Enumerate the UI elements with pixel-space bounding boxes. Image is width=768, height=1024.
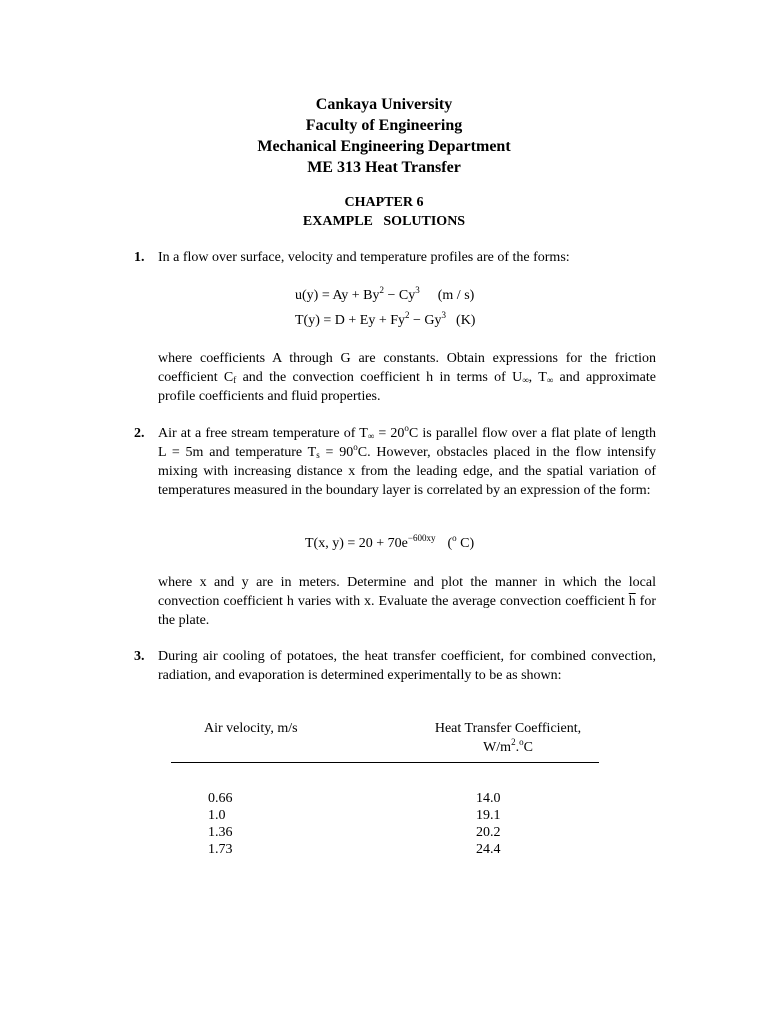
- problem-3: [134, 647, 656, 685]
- problem-2: [134, 424, 656, 500]
- chapter-heading: [0, 193, 768, 231]
- table-cell: 20.2: [476, 825, 501, 840]
- table-cell: 1.36: [208, 825, 233, 840]
- problem-text: where x and y are in meters. Determine and plot the manner in which the local convection coefficient h varies with x. Evaluate the average convection coefficient $\overline{h}$ for the plate.: [158, 575, 656, 628]
- velocity-profile-equation: $u(y) = Ay + By^2 - Cy^3$ (m / s): [295, 285, 475, 303]
- table-rule: [171, 762, 599, 763]
- table-cell: 24.4: [476, 842, 501, 857]
- university-name: Cankaya University: [315, 96, 453, 113]
- problem-text: Air at a free stream temperature of $T_\infty = 20^oC$ is parallel flow over a flat plate of length L = 5m and temperature $T_s = 90^oC$. However, obstacles placed in the flow intensify mixing with increasing distance x from the leading edge, and the spatial variation of temperatures measured in the boundary layer is correlated by an expression of the form:: [158, 423, 657, 498]
- table-cell: 19.1: [476, 808, 501, 823]
- problem-text: where coefficients A through G are constants. Obtain expressions for the friction coefficient $C_f$ and the convection coefficient h in terms of $U_\infty$, $T_\infty$ and approximate profile coefficients and fluid properties.: [158, 351, 656, 404]
- table-header-htc: Heat Transfer Coefficient, $W/m^2.^oC$: [434, 721, 582, 755]
- document-header: [0, 94, 768, 178]
- problem-number: 3.: [134, 649, 145, 664]
- table-cell: 1.73: [208, 842, 233, 857]
- faculty-name: Faculty of Engineering: [305, 117, 463, 134]
- table-cell: 1.0: [208, 808, 226, 823]
- course-title: ME 313 Heat Transfer: [307, 159, 461, 176]
- temperature-correlation-equation: T(x, $y) = 20 + 70e^{-600xy}$ ($^o$ C): [305, 533, 475, 551]
- table-header-velocity: Air velocity, m/s: [204, 721, 298, 736]
- problem-text: In a flow over surface, velocity and temperature profiles are of the forms:: [158, 250, 570, 265]
- problem-text: During air cooling of potatoes, the heat transfer coefficient, for combined convection, radiation, and evaporation is determined experimentally to be as shown:: [158, 649, 656, 683]
- table-cell: 14.0: [476, 791, 501, 806]
- table-cell: 0.66: [208, 791, 233, 806]
- problem-number: 1.: [134, 250, 145, 265]
- htc-column: [476, 790, 501, 858]
- problem-2-continued: [134, 573, 656, 630]
- problem-1-intro: [134, 248, 656, 267]
- problem-number: 2.: [134, 426, 145, 441]
- velocity-column: [208, 790, 233, 858]
- chapter-title: CHAPTER 6: [344, 195, 424, 210]
- problem-1-body: [134, 349, 656, 406]
- temperature-profile-equation: $T(y) = D + Ey + Fy^2 - Gy^3$ (K): [295, 310, 476, 328]
- chapter-subtitle: EXAMPLE SOLUTIONS: [302, 214, 466, 229]
- department-name: Mechanical Engineering Department: [257, 138, 511, 155]
